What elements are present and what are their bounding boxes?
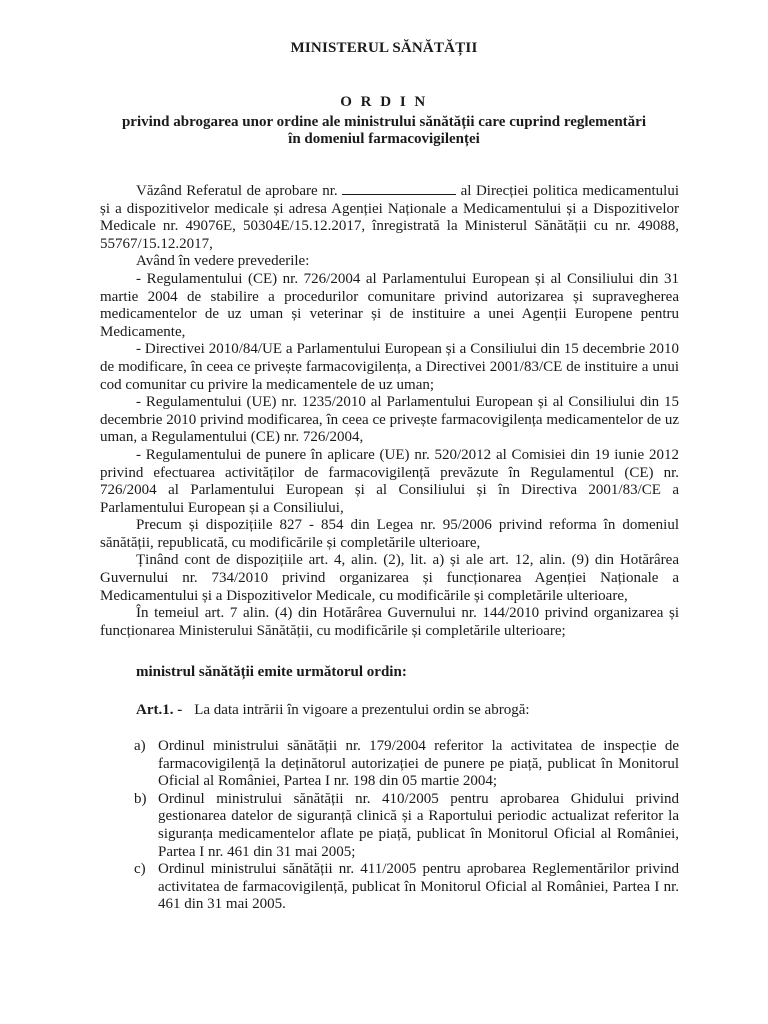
list-item-text: Ordinul ministrului sănătății nr. 179/2004 referitor la activitatea de inspecție de farmacovigilență la deținătorul autorizației de punere pe piață, publicat în Monitorul Oficial al României, Partea I nr. 198 din 05 martie 2004; (158, 738, 679, 790)
preamble-paragraph: Precum și dispozițiile 827 - 854 din Legea nr. 95/2006 privind reforma în domeniul sănătății, republicată, cu modificările și completările ulterioare, (100, 517, 679, 551)
emits-statement: ministrul sănătății emite următorul ordin: (136, 664, 407, 680)
list-item-text: Ordinul ministrului sănătății nr. 411/2005 pentru aprobarea Reglementărilor privind activitatea de farmacovigilență, publicat în Monitorul Oficial al României, Partea I nr. 461 din 31 mai 2005. (158, 861, 679, 913)
preamble-paragraph: - Directivei 2010/84/UE a Parlamentului European și a Consiliului din 15 decembrie 2010 de modificare, în ceea ce privește farmacovigilența, a Directivei 2001/83/CE de instituire a unui cod comunitar cu privire la medicamentele de uz uman; (100, 341, 679, 393)
list-item (100, 861, 679, 914)
preamble-paragraph: - Regulamentului (UE) nr. 1235/2010 al Parlamentului European și al Consiliului din 15 decembrie 2010 privind modificarea, în ceea ce privește farmacovigilența medicamentelor de uz uman, a Regulamentului (CE) nr. 726/2004, (100, 394, 679, 446)
list-marker: a) (134, 738, 146, 754)
preamble-paragraph: Ținând cont de dispozițiile art. 4, alin. (2), lit. a) și ale art. 12, alin. (9) din Hotărârea Guvernului nr. 734/2010 privind organizarea și funcționarea Agenției Naționale a Medicamentului și a Dispozitivelor Medicale, cu modificările și completările ulterioare, (100, 552, 679, 604)
preamble (100, 181, 679, 640)
list-item-text: Ordinul ministrului sănătății nr. 410/2005 pentru aprobarea Ghidului privind gestionarea datelor de siguranță clinică și a Raportului periodic actualizat referitor la siguranța medicamentelor aflate pe piață, publicat în Monitorul Oficial al României, Partea I nr. 461 din 31 mai 2005; (158, 790, 679, 860)
preamble-paragraph (100, 181, 679, 253)
document-subtitle (100, 114, 668, 148)
list-marker: b) (134, 790, 147, 807)
blank-line (342, 181, 456, 195)
preamble-paragraph: Având în vedere prevederile: (136, 253, 310, 270)
list-marker: c) (134, 861, 146, 878)
list-item (100, 738, 679, 791)
subtitle-line-2: în domeniul farmacovigilenței (288, 131, 480, 147)
article-text: La data intrării în vigoare a prezentului ordin se abrogă: (194, 702, 530, 718)
preamble-paragraph: - Regulamentului de punere în aplicare (UE) nr. 520/2012 al Comisiei din 19 iunie 2012 privind efectuarea activităților de farmacovigilență prevăzute în Regulamentul (CE) nr. 726/2004 al Parlamentului European și al Consiliului și în Directiva 2001/83/CE a Parlamentului European și a Consiliului, (100, 446, 679, 516)
referat-text: Văzând Referatul de aprobare nr. (136, 183, 338, 199)
list-item (100, 791, 679, 861)
abrogated-orders-list (100, 738, 679, 914)
article-1 (136, 702, 530, 720)
article-label: Art.1. - (136, 702, 183, 718)
preamble-paragraph: - Regulamentului (CE) nr. 726/2004 al Parlamentului European și al Consiliului din 31 martie 2004 de stabilire a procedurilor comunitare privind autorizarea și supravegherea medicamentelor de uz uman și veterinar și de instituire a unei Agenții Europene pentru Medicamente, (100, 270, 679, 340)
subtitle-line-1: privind abrogarea unor ordine ale ministrului sănătății care cuprind reglementări (121, 114, 647, 130)
document-title: O R D I N (340, 94, 428, 110)
referat-text-cont: al Direcției politica medicamentului și a dispozitivelor medicale și adresa Agenției Naționale a Medicamentului și a Dispozitivelor Medicale nr. 49076E, 50304E/15.12.2017, înregistrată la Ministerul Sănătății cu nr. 49088, 55767/15.12.2017, (100, 183, 680, 252)
ministry-header: MINISTERUL SĂNĂTĂȚII (290, 40, 478, 56)
preamble-paragraph: În temeiul art. 7 alin. (4) din Hotărârea Guvernului nr. 144/2010 privind organizarea și funcționarea Ministerului Sănătății, cu modificările și completările ulterioare; (100, 605, 679, 639)
